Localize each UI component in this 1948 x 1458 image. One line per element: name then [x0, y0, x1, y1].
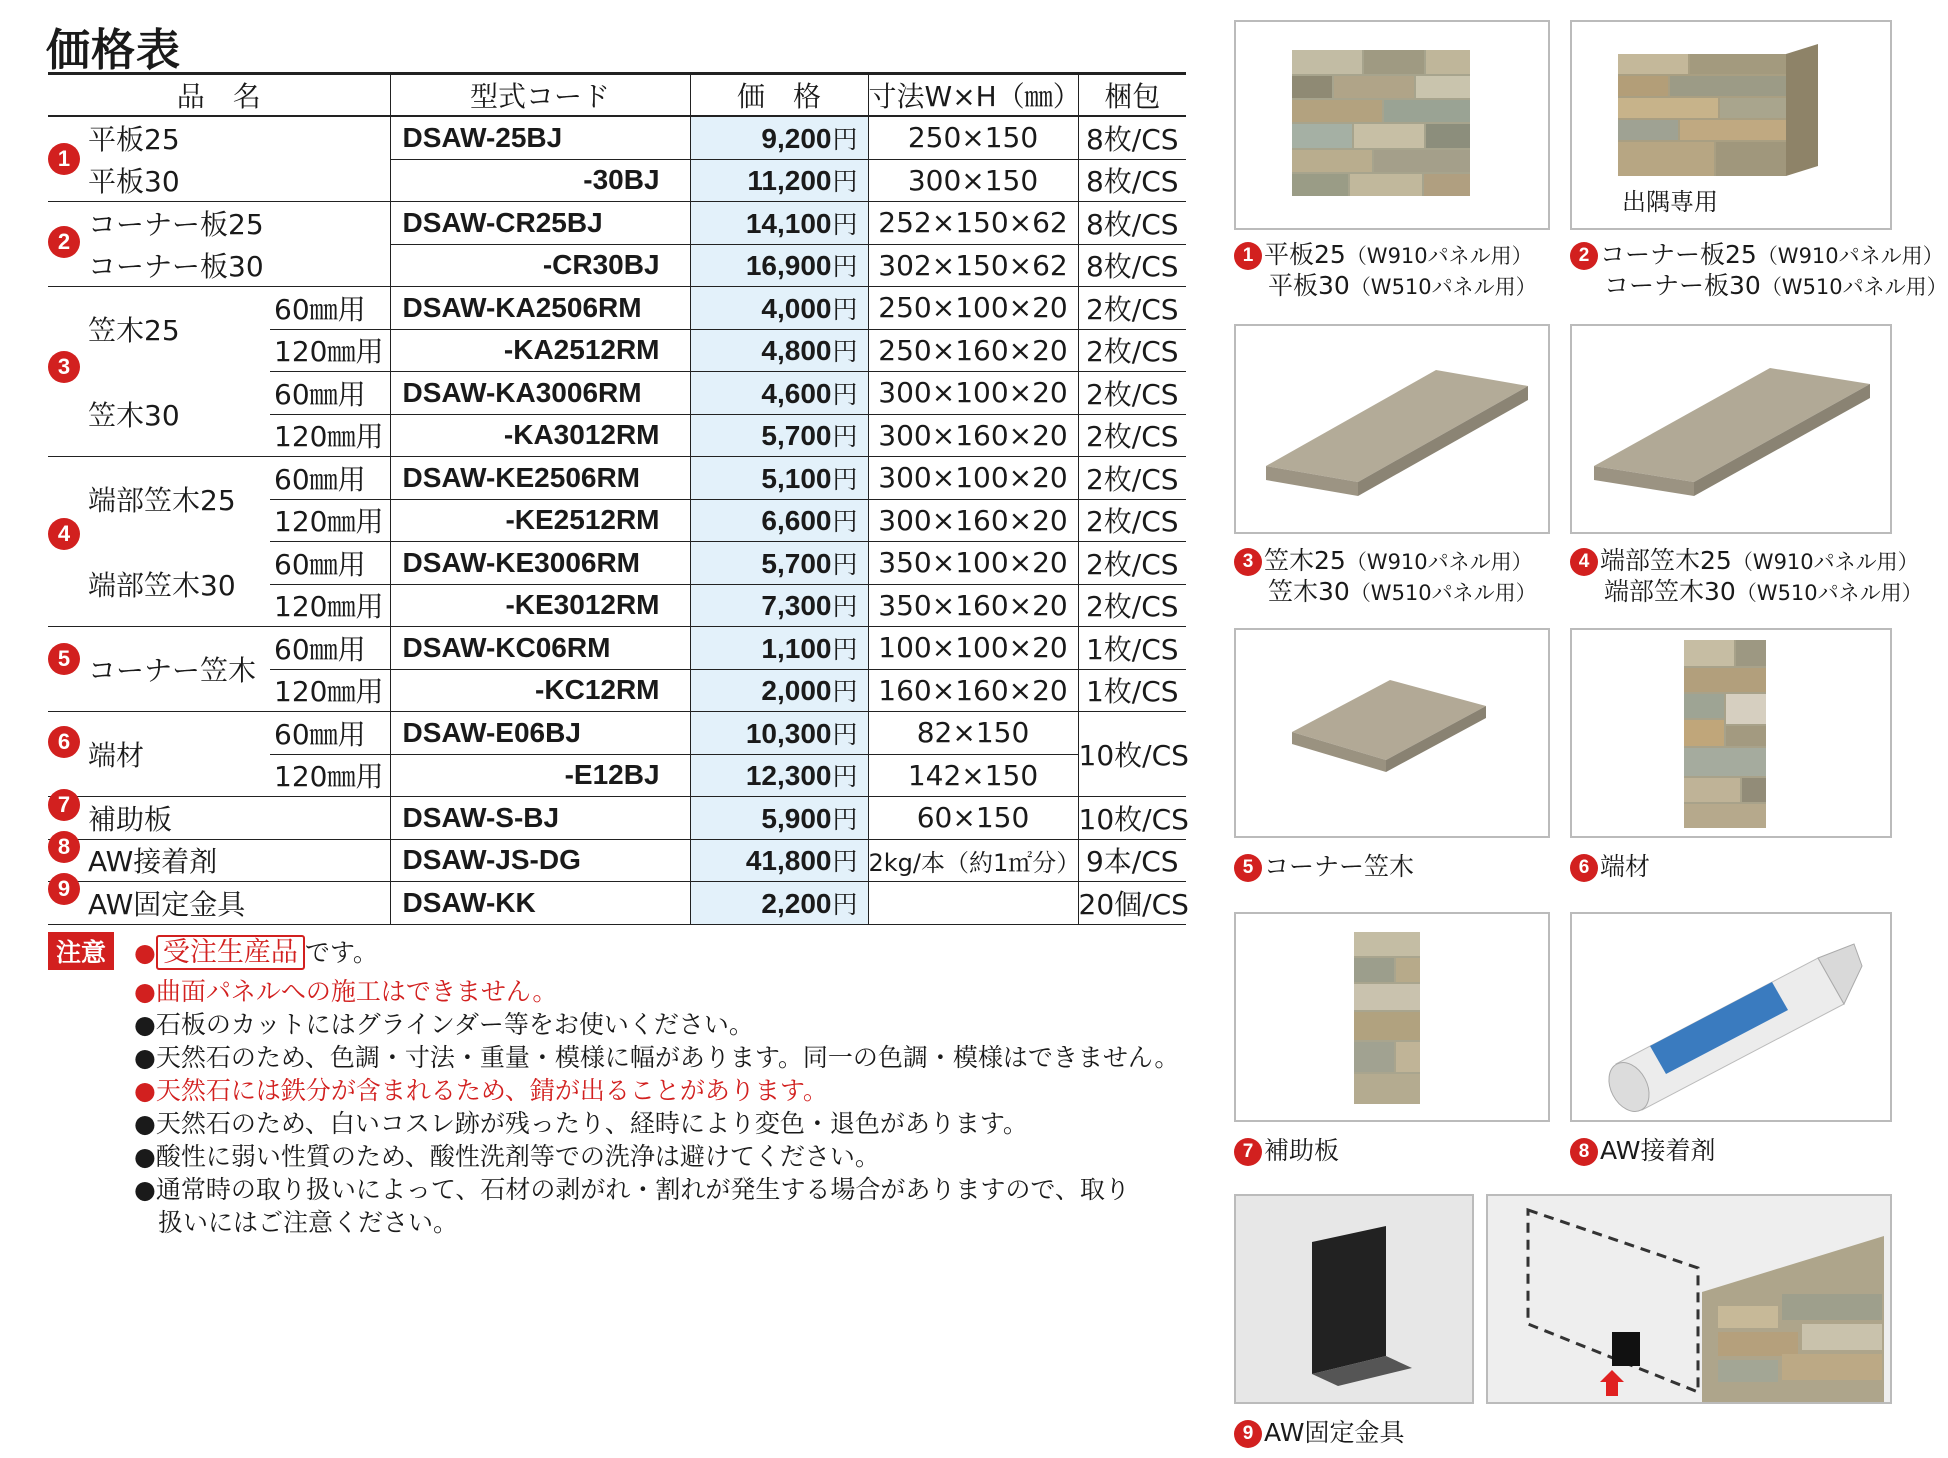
note-line: ●石板のカットにはグラインダー等をお使いください。 [134, 1010, 754, 1039]
product-name: 平板25 [88, 123, 180, 156]
product-code: DSAW-CR25BJ [390, 202, 690, 245]
product-price: 5,700円 [690, 542, 868, 585]
table-row [48, 712, 1186, 755]
product-image-corner-cap [1234, 628, 1550, 838]
product-sub: 60㎜用 [270, 372, 390, 415]
product-price: 9,200円 [690, 116, 868, 159]
product-code: DSAW-KC06RM [390, 627, 690, 670]
product-dim: 142×150 [868, 754, 1078, 797]
caption-badge-8: 8 [1570, 1138, 1598, 1166]
table-header [48, 74, 1186, 117]
product-price: 5,100円 [690, 457, 868, 500]
header-code: 型式コード [390, 74, 690, 117]
number-badge-7: 7 [48, 789, 80, 821]
product-image-flat-panel [1234, 20, 1550, 230]
caption-badge-5: 5 [1234, 854, 1262, 882]
number-badge-8: 8 [48, 831, 80, 863]
product-code: DSAW-JS-DG [390, 839, 690, 882]
product-dim: 300×100×20 [868, 372, 1078, 415]
number-badge-6: 6 [48, 726, 80, 758]
product-name: 端材 [48, 712, 270, 797]
product-name: AW接着剤 [48, 839, 390, 882]
product-price: 2,000円 [690, 669, 868, 712]
page-title: 価格表 [46, 25, 181, 76]
product-dim: 250×100×20 [868, 287, 1078, 330]
product-sub: 60㎜用 [270, 712, 390, 755]
note-line: ●天然石のため、白いコスレ跡が残ったり、経時により変色・退色があります。 [134, 1109, 1028, 1138]
table-row [48, 372, 1186, 415]
product-price: 10,300円 [690, 712, 868, 755]
product-code: -KA2512RM [390, 329, 690, 372]
product-pack: 2枚/CS [1078, 542, 1186, 585]
product-sub: 60㎜用 [270, 287, 390, 330]
table-row [48, 797, 1186, 840]
number-badge-9: 9 [48, 873, 80, 905]
product-pack: 8枚/CS [1078, 116, 1186, 159]
product-sub: 120㎜用 [270, 329, 390, 372]
table-row [48, 159, 1186, 202]
product-price: 7,300円 [690, 584, 868, 627]
caution-tag: 注意 [48, 932, 114, 970]
number-badge-5: 5 [48, 643, 80, 675]
table-row [48, 116, 1186, 159]
caption-badge-2: 2 [1570, 242, 1598, 270]
product-dim: 60×150 [868, 797, 1078, 840]
product-sub: 120㎜用 [270, 414, 390, 457]
product-dim: 300×160×20 [868, 414, 1078, 457]
header-name: 品 名 [48, 74, 390, 117]
product-dim: 2kg/本（約1㎡分） [868, 839, 1078, 882]
product-pack: 2枚/CS [1078, 457, 1186, 500]
product-code: DSAW-KA2506RM [390, 287, 690, 330]
number-badge-3: 3 [48, 351, 80, 383]
product-pack: 20個/CS [1078, 882, 1186, 925]
product-dim: 160×160×20 [868, 669, 1078, 712]
corner-only-label: 出隅専用 [1622, 188, 1718, 216]
product-dim: 302×150×62 [868, 244, 1078, 287]
caption-4: 4 端部笠木25（W910パネル用） 端部笠木30（W510パネル用） [1570, 546, 1923, 608]
product-price: 11,200円 [690, 159, 868, 202]
product-code: DSAW-25BJ [390, 116, 690, 159]
table-row [48, 839, 1186, 882]
product-dim: 250×150 [868, 116, 1078, 159]
note-line: 扱いにはご注意ください。 [158, 1208, 459, 1237]
product-name: 笠木25 [48, 287, 270, 372]
caption-badge-3: 3 [1234, 548, 1262, 576]
made-to-order-box: 受注生産品 [156, 935, 305, 970]
caption-badge-6: 6 [1570, 854, 1598, 882]
product-name: AW固定金具 [48, 882, 390, 925]
product-dim [868, 882, 1078, 925]
product-pack: 8枚/CS [1078, 159, 1186, 202]
table-row [48, 457, 1186, 500]
product-code: DSAW-KE2506RM [390, 457, 690, 500]
product-pack: 2枚/CS [1078, 499, 1186, 542]
product-image-adhesive [1570, 912, 1892, 1122]
table-row [48, 287, 1186, 330]
product-sub: 120㎜用 [270, 584, 390, 627]
product-dim: 82×150 [868, 712, 1078, 755]
product-dim: 350×160×20 [868, 584, 1078, 627]
product-image-bracket [1234, 1194, 1474, 1404]
caption-9: 9 AW固定金具 [1234, 1418, 1404, 1448]
number-badge-2: 2 [48, 226, 80, 258]
product-price: 2,200円 [690, 882, 868, 925]
product-dim: 250×160×20 [868, 329, 1078, 372]
product-price: 4,800円 [690, 329, 868, 372]
product-dim: 350×100×20 [868, 542, 1078, 585]
product-price: 41,800円 [690, 839, 868, 882]
number-badge-1: 1 [48, 143, 80, 175]
product-name: 端部笠木30 [88, 568, 236, 602]
product-pack: 2枚/CS [1078, 372, 1186, 415]
product-price: 12,300円 [690, 754, 868, 797]
product-name: コーナー笠木 [48, 627, 270, 712]
product-code: -KE2512RM [390, 499, 690, 542]
product-pack: 9本/CS [1078, 839, 1186, 882]
product-image-corner-panel [1570, 20, 1892, 230]
note-line-order: ● 受注生産品 です。 [134, 937, 378, 968]
product-pack: 1枚/CS [1078, 627, 1186, 670]
caption-1: 1 平板25（W910パネル用） 平板30（W510パネル用） [1234, 240, 1537, 302]
product-code: DSAW-KE3006RM [390, 542, 690, 585]
product-dim: 300×100×20 [868, 457, 1078, 500]
product-price: 4,600円 [690, 372, 868, 415]
caption-badge-4: 4 [1570, 548, 1598, 576]
product-dim: 300×150 [868, 159, 1078, 202]
product-name: 端部笠木25 [48, 457, 270, 542]
product-pack: 2枚/CS [1078, 584, 1186, 627]
product-code: DSAW-E06BJ [390, 712, 690, 755]
table-row [48, 882, 1186, 925]
product-sub: 60㎜用 [270, 457, 390, 500]
product-sub: 120㎜用 [270, 669, 390, 712]
product-price: 5,900円 [690, 797, 868, 840]
product-dim: 100×100×20 [868, 627, 1078, 670]
product-price: 4,000円 [690, 287, 868, 330]
note-line: ●天然石のため、色調・寸法・重量・模様に幅があります。同一の色調・模様はできません。 [134, 1043, 1180, 1072]
product-name: コーナー板30 [88, 250, 264, 283]
product-name: 平板30 [88, 165, 180, 198]
product-price: 6,600円 [690, 499, 868, 542]
product-code: -KA3012RM [390, 414, 690, 457]
product-sub: 60㎜用 [270, 627, 390, 670]
product-sub: 120㎜用 [270, 754, 390, 797]
note-line: ●天然石には鉄分が含まれるため、錆が出ることがあります。 [134, 1076, 828, 1105]
caption-2: 2 コーナー板25（W910パネル用） コーナー板30（W510パネル用） [1570, 240, 1948, 302]
product-dim: 252×150×62 [868, 202, 1078, 245]
header-dim: 寸法W×H（㎜） [868, 74, 1078, 117]
caption-badge-9: 9 [1234, 1420, 1262, 1448]
product-name: コーナー板25 [48, 202, 390, 245]
product-code: DSAW-S-BJ [390, 797, 690, 840]
product-code: DSAW-KK [390, 882, 690, 925]
product-code: -CR30BJ [390, 244, 690, 287]
product-pack: 8枚/CS [1078, 202, 1186, 245]
product-code: -KE3012RM [390, 584, 690, 627]
product-price: 1,100円 [690, 627, 868, 670]
product-code: -30BJ [390, 159, 690, 202]
table-row [48, 202, 1186, 245]
product-pack: 2枚/CS [1078, 329, 1186, 372]
product-sub: 60㎜用 [270, 542, 390, 585]
table-row [48, 627, 1186, 670]
note-line: ●酸性に弱い性質のため、酸性洗剤等での洗浄は避けてください。 [134, 1142, 880, 1171]
product-sub: 120㎜用 [270, 499, 390, 542]
product-code: -E12BJ [390, 754, 690, 797]
table-row [48, 542, 1186, 585]
caption-5: 5 コーナー笠木 [1234, 852, 1414, 882]
caption-6: 6 端材 [1570, 852, 1650, 882]
product-image-bracket-installed [1486, 1194, 1892, 1404]
product-name: 補助板 [48, 797, 390, 840]
product-price: 14,100円 [690, 202, 868, 245]
product-pack: 10枚/CS [1078, 712, 1186, 797]
note-line: ●曲面パネルへの施工はできません。 [134, 977, 558, 1006]
product-price: 5,700円 [690, 414, 868, 457]
caption-badge-7: 7 [1234, 1138, 1262, 1166]
product-pack: 1枚/CS [1078, 669, 1186, 712]
product-image-cap [1234, 324, 1550, 534]
product-name: 笠木30 [88, 398, 180, 432]
product-image-aux-board [1234, 912, 1550, 1122]
product-pack: 10枚/CS [1078, 797, 1186, 840]
note-line: ●通常時の取り扱いによって、石材の剥がれ・割れが発生する場合がありますので、取り [134, 1175, 1130, 1204]
header-pack: 梱包 [1078, 74, 1186, 117]
caption-8: 8 AW接着剤 [1570, 1136, 1715, 1166]
product-code: -KC12RM [390, 669, 690, 712]
caption-3: 3 笠木25（W910パネル用） 笠木30（W510パネル用） [1234, 546, 1537, 608]
product-pack: 8枚/CS [1078, 244, 1186, 287]
product-code: DSAW-KA3006RM [390, 372, 690, 415]
caption-7: 7 補助板 [1234, 1136, 1339, 1166]
header-price: 価 格 [690, 74, 868, 117]
product-dim: 300×160×20 [868, 499, 1078, 542]
caption-badge-1: 1 [1234, 242, 1262, 270]
table-row [48, 244, 1186, 287]
number-badge-4: 4 [48, 518, 80, 550]
product-pack: 2枚/CS [1078, 287, 1186, 330]
product-image-end-material [1570, 628, 1892, 838]
product-price: 16,900円 [690, 244, 868, 287]
product-pack: 2枚/CS [1078, 414, 1186, 457]
price-table [48, 72, 1189, 925]
product-image-end-cap [1570, 324, 1892, 534]
